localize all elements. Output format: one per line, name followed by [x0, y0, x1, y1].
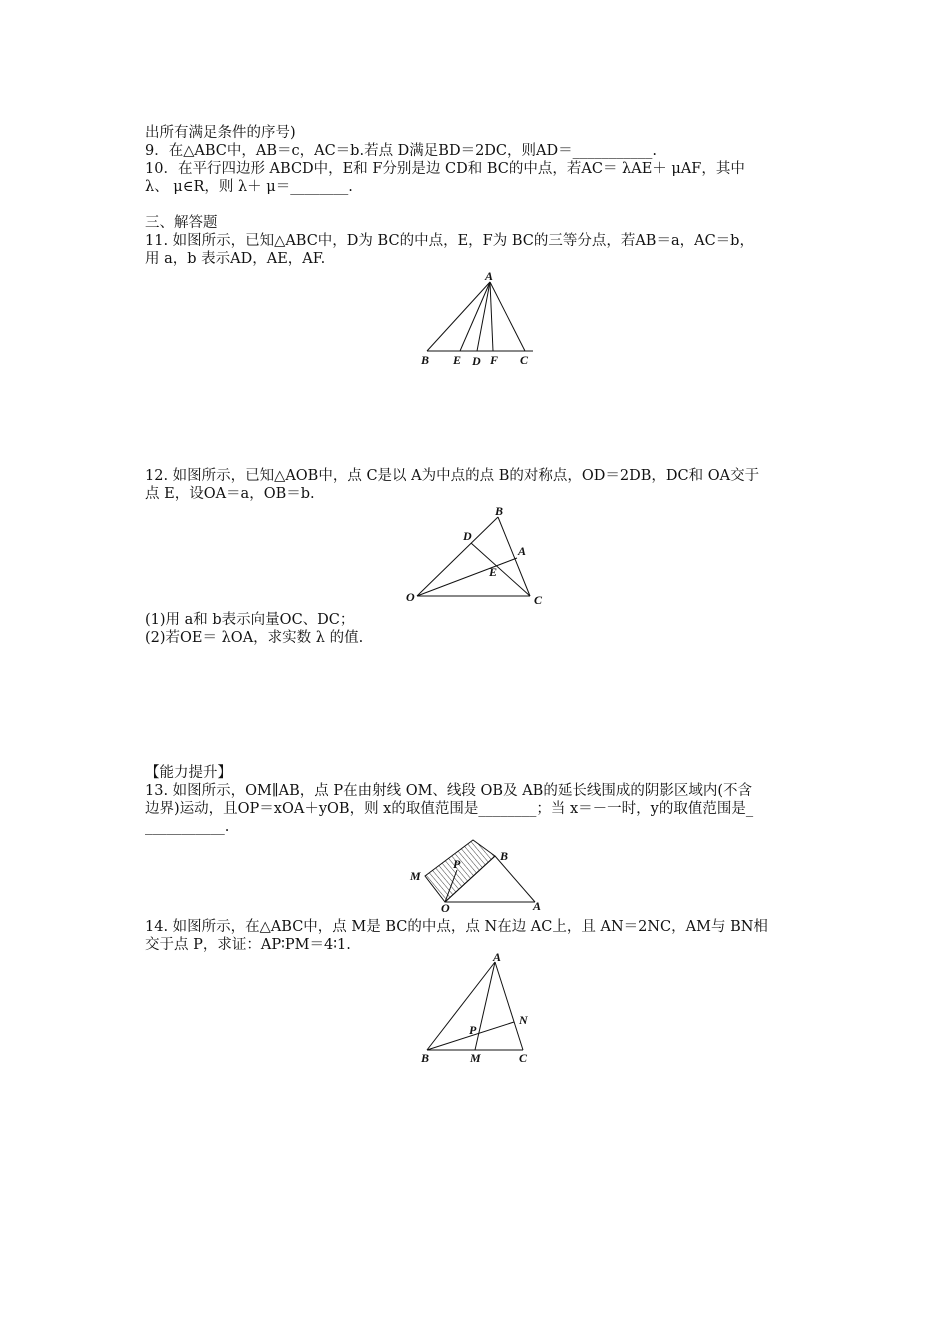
question-11-line-1: 11. 如图所示，已知△ABC中，D为 BC的中点，E，F为 BC的三等分点，若AB＝a，AC＝b，	[145, 233, 754, 249]
label-b: B	[500, 849, 509, 863]
segment-ac	[490, 282, 525, 351]
section-ability: 【能力提升】	[145, 765, 232, 781]
label-a: A	[533, 899, 542, 913]
question-12-part-2: (2)若OE＝ λOA，求实数 λ 的值.	[145, 630, 364, 646]
figure-12-triangle	[400, 503, 550, 608]
segment-af	[490, 282, 493, 351]
segment-ab	[427, 282, 490, 351]
label-o: O	[406, 590, 415, 604]
label-p: P	[453, 857, 461, 871]
label-d: D	[463, 529, 472, 543]
label-e: E	[453, 353, 462, 367]
question-9: 9．在△ABC中，AB＝c，AC＝b.若点 D满足BD＝2DC，则AD＝___________.	[145, 143, 657, 159]
label-b: B	[421, 353, 430, 367]
label-m: M	[410, 869, 421, 883]
question-12-line-2: 点 E，设OA＝a，OB＝b.	[145, 486, 315, 502]
label-m: M	[470, 1051, 481, 1065]
question-13-line-3: ___________.	[145, 819, 230, 835]
label-b: B	[421, 1051, 430, 1065]
label-c: C	[534, 593, 543, 607]
figure-14-triangle	[415, 952, 545, 1067]
question-12-line-1: 12. 如图所示，已知△AOB中，点 C是以 A为中点的点 B的对称点，OD＝2DB，DC和 OA交于	[145, 468, 760, 484]
label-n: N	[519, 1013, 528, 1027]
label-d: D	[472, 354, 481, 368]
figure-11-triangle	[415, 268, 545, 368]
shaded-region	[425, 840, 495, 902]
question-12-part-1: (1)用 a和 b表示向量OC、DC；	[145, 612, 355, 628]
label-f: F	[490, 353, 499, 367]
label-e: E	[489, 565, 498, 579]
label-a: A	[493, 952, 502, 964]
label-c: C	[519, 1051, 528, 1065]
question-11-line-2: 用 a，b 表示AD，AE，AF.	[145, 251, 326, 267]
question-14-line-1: 14. 如图所示，在△ABC中，点 M是 BC的中点，点 N在边 AC上，且 AN＝2NC，AM与 BN相	[145, 919, 768, 935]
question-13-line-2: 边界)运动，且OP＝xOA＋yOB，则 x的取值范围是________；当 x＝－一时，y的取值范围是_	[145, 801, 754, 817]
question-10-line-1: 10．在平行四边形 ABCD中，E和 F分别是边 CD和 BC的中点，若AC＝ λAE＋ μAF，其中	[145, 161, 745, 177]
label-p: P	[469, 1023, 477, 1037]
label-o: O	[441, 901, 450, 913]
label-a: A	[485, 269, 494, 283]
label-c: C	[520, 353, 529, 367]
figure-13-shaded-region	[405, 838, 555, 913]
section-heading-3: 三、解答题	[145, 215, 218, 231]
question-14-line-2: 交于点 P，求证：AP∶PM＝4∶1.	[145, 937, 351, 953]
segment-ac	[495, 962, 523, 1050]
segment-oa	[417, 558, 517, 596]
text-line-continuation: 出所有满足条件的序号)	[145, 125, 296, 141]
label-b: B	[495, 504, 504, 518]
question-10-line-2: λ、 μ∈R，则 λ＋ μ＝________.	[145, 179, 353, 195]
question-13-line-1: 13. 如图所示，OM∥AB，点 P在由射线 OM、线段 OB及 AB的延长线围成的阴影区域内(不含	[145, 783, 752, 799]
segment-ad	[477, 282, 490, 351]
label-a: A	[518, 544, 527, 558]
segment-ae	[460, 282, 490, 351]
